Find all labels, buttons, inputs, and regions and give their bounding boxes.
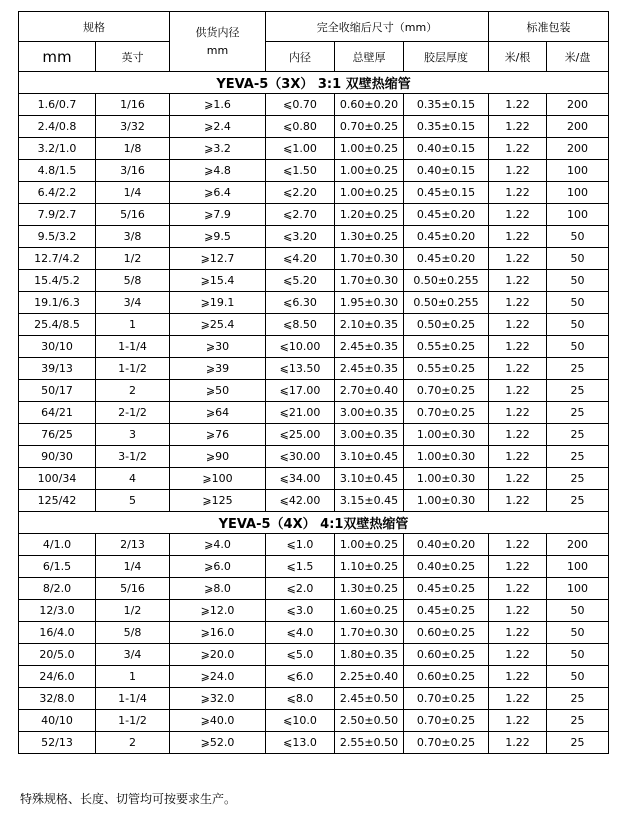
meters-per-reel-cell: 50 xyxy=(547,226,609,248)
size-inch-cell: 3/8 xyxy=(96,226,170,248)
table-row xyxy=(19,666,609,688)
adhesive-thickness-cell: 0.60±0.25 xyxy=(404,666,489,688)
recovered-inner-diameter-cell: ⩽1.50 xyxy=(266,160,335,182)
total-wall-thickness-cell: 0.60±0.20 xyxy=(335,94,404,116)
recovered-inner-diameter-cell: ⩽1.5 xyxy=(266,556,335,578)
adhesive-thickness-cell: 0.45±0.25 xyxy=(404,578,489,600)
total-wall-thickness-cell: 0.70±0.25 xyxy=(335,116,404,138)
size-inch-cell: 5/8 xyxy=(96,622,170,644)
total-wall-thickness-cell: 1.70±0.30 xyxy=(335,622,404,644)
adhesive-thickness-cell: 0.70±0.25 xyxy=(404,710,489,732)
size-mm-cell: 90/30 xyxy=(19,446,96,468)
adhesive-thickness-cell: 0.45±0.20 xyxy=(404,204,489,226)
size-mm-cell: 40/10 xyxy=(19,710,96,732)
meters-per-stick-cell: 1.22 xyxy=(489,622,547,644)
adhesive-thickness-cell: 0.45±0.20 xyxy=(404,248,489,270)
meters-per-reel-cell: 100 xyxy=(547,556,609,578)
size-mm-cell: 64/21 xyxy=(19,402,96,424)
recovered-inner-diameter-cell: ⩽10.0 xyxy=(266,710,335,732)
table-row xyxy=(19,600,609,622)
supply-inner-diameter-cell: ⩾50 xyxy=(170,380,266,402)
meters-per-reel-cell: 50 xyxy=(547,666,609,688)
size-inch-cell: 1/8 xyxy=(96,138,170,160)
meters-per-reel-cell: 25 xyxy=(547,710,609,732)
meters-per-stick-cell: 1.22 xyxy=(489,490,547,512)
size-mm-cell: 2.4/0.8 xyxy=(19,116,96,138)
meters-per-stick-cell: 1.22 xyxy=(489,402,547,424)
size-mm-cell: 25.4/8.5 xyxy=(19,314,96,336)
size-mm-cell: 8/2.0 xyxy=(19,578,96,600)
table-row xyxy=(19,534,609,556)
table-row xyxy=(19,358,609,380)
size-mm-cell: 3.2/1.0 xyxy=(19,138,96,160)
supply-inner-diameter-cell: ⩾7.9 xyxy=(170,204,266,226)
meters-per-stick-cell: 1.22 xyxy=(489,116,547,138)
packing-header: 标准包装 xyxy=(489,12,609,42)
spec-table-body xyxy=(19,72,609,754)
size-inch-cell: 2-1/2 xyxy=(96,402,170,424)
adhesive-thickness-cell: 0.35±0.15 xyxy=(404,94,489,116)
meters-per-stick-cell: 1.22 xyxy=(489,336,547,358)
meters-per-stick-cell: 1.22 xyxy=(489,424,547,446)
adhesive-thickness-cell: 0.50±0.255 xyxy=(404,270,489,292)
table-row xyxy=(19,644,609,666)
recovered-inner-diameter-cell: ⩽5.20 xyxy=(266,270,335,292)
meters-per-reel-cell: 50 xyxy=(547,314,609,336)
total-wall-thickness-cell: 1.00±0.25 xyxy=(335,160,404,182)
total-wall-thickness-cell: 2.55±0.50 xyxy=(335,732,404,754)
total-wall-thickness-cell: 3.15±0.45 xyxy=(335,490,404,512)
meters-per-stick-cell: 1.22 xyxy=(489,710,547,732)
total-wall-thickness-cell: 3.00±0.35 xyxy=(335,402,404,424)
section-title-row xyxy=(19,512,609,534)
total-wall-thickness-cell: 1.70±0.30 xyxy=(335,270,404,292)
spec-header: 规格 xyxy=(19,12,170,42)
size-mm-cell: 19.1/6.3 xyxy=(19,292,96,314)
mm-header: mm xyxy=(19,42,96,72)
meters-per-stick-cell: 1.22 xyxy=(489,182,547,204)
meters-per-reel-cell: 25 xyxy=(547,468,609,490)
adhesive-thickness-cell: 1.00±0.30 xyxy=(404,424,489,446)
supply-inner-diameter-cell: ⩾3.2 xyxy=(170,138,266,160)
size-mm-cell: 12/3.0 xyxy=(19,600,96,622)
adhesive-thickness-cell: 0.70±0.25 xyxy=(404,402,489,424)
size-inch-cell: 3/32 xyxy=(96,116,170,138)
recovered-inner-diameter-cell: ⩽3.20 xyxy=(266,226,335,248)
meters-per-reel-cell: 25 xyxy=(547,358,609,380)
recovered-inner-diameter-cell: ⩽8.0 xyxy=(266,688,335,710)
size-inch-cell: 1 xyxy=(96,314,170,336)
meters-per-stick-cell: 1.22 xyxy=(489,292,547,314)
table-row xyxy=(19,336,609,358)
table-row xyxy=(19,402,609,424)
table-row xyxy=(19,490,609,512)
table-row xyxy=(19,314,609,336)
total-wall-thickness-cell: 2.45±0.35 xyxy=(335,336,404,358)
table-row xyxy=(19,270,609,292)
recovered-inner-diameter-cell: ⩽6.0 xyxy=(266,666,335,688)
supply-inner-diameter-cell: ⩾4.8 xyxy=(170,160,266,182)
total-wall-thickness-cell: 2.45±0.35 xyxy=(335,358,404,380)
meters-per-reel-cell: 200 xyxy=(547,534,609,556)
size-mm-cell: 6/1.5 xyxy=(19,556,96,578)
recovered-inner-diameter-cell: ⩽42.00 xyxy=(266,490,335,512)
supply-inner-diameter-cell: ⩾12.0 xyxy=(170,600,266,622)
total-wall-thickness-cell: 1.30±0.25 xyxy=(335,578,404,600)
adhesive-thickness-cell: 0.45±0.20 xyxy=(404,226,489,248)
size-inch-cell: 3 xyxy=(96,424,170,446)
supply-inner-diameter-cell: ⩾8.0 xyxy=(170,578,266,600)
table-row xyxy=(19,160,609,182)
meters-per-reel-cell: 25 xyxy=(547,446,609,468)
total-wall-header: 总壁厚 xyxy=(335,42,404,72)
size-inch-cell: 5 xyxy=(96,490,170,512)
recovered-inner-diameter-cell: ⩽13.50 xyxy=(266,358,335,380)
adhesive-thickness-cell: 0.40±0.15 xyxy=(404,138,489,160)
size-inch-cell: 1/16 xyxy=(96,94,170,116)
supply-inner-diameter-cell: ⩾30 xyxy=(170,336,266,358)
meters-per-reel-header: 米/盘 xyxy=(547,42,609,72)
total-wall-thickness-cell: 1.30±0.25 xyxy=(335,226,404,248)
size-inch-cell: 2 xyxy=(96,732,170,754)
meters-per-stick-cell: 1.22 xyxy=(489,666,547,688)
meters-per-stick-cell: 1.22 xyxy=(489,138,547,160)
meters-per-stick-cell: 1.22 xyxy=(489,688,547,710)
size-mm-cell: 30/10 xyxy=(19,336,96,358)
supply-inner-diameter-cell: ⩾52.0 xyxy=(170,732,266,754)
adhesive-thickness-cell: 1.00±0.30 xyxy=(404,490,489,512)
recovered-inner-diameter-cell: ⩽6.30 xyxy=(266,292,335,314)
supply-inner-diameter-cell: ⩾19.1 xyxy=(170,292,266,314)
size-inch-cell: 3/16 xyxy=(96,160,170,182)
total-wall-thickness-cell: 2.25±0.40 xyxy=(335,666,404,688)
supply-inner-diameter-cell: ⩾2.4 xyxy=(170,116,266,138)
meters-per-stick-cell: 1.22 xyxy=(489,204,547,226)
total-wall-thickness-cell: 1.80±0.35 xyxy=(335,644,404,666)
adhesive-thickness-cell: 0.70±0.25 xyxy=(404,732,489,754)
spec-table xyxy=(18,11,609,754)
size-mm-cell: 9.5/3.2 xyxy=(19,226,96,248)
meters-per-reel-cell: 50 xyxy=(547,600,609,622)
size-inch-cell: 3/4 xyxy=(96,644,170,666)
size-mm-cell: 50/17 xyxy=(19,380,96,402)
adhesive-thickness-cell: 0.40±0.25 xyxy=(404,556,489,578)
table-row xyxy=(19,688,609,710)
supply-inner-diameter-cell: ⩾39 xyxy=(170,358,266,380)
supply-inner-diameter-cell: ⩾76 xyxy=(170,424,266,446)
adhesive-thickness-cell: 0.50±0.25 xyxy=(404,314,489,336)
total-wall-thickness-cell: 2.50±0.50 xyxy=(335,710,404,732)
size-inch-cell: 1-1/4 xyxy=(96,336,170,358)
supply-inner-diameter-cell: ⩾12.7 xyxy=(170,248,266,270)
meters-per-stick-cell: 1.22 xyxy=(489,534,547,556)
recovered-inner-diameter-cell: ⩽0.80 xyxy=(266,116,335,138)
table-row xyxy=(19,248,609,270)
meters-per-stick-cell: 1.22 xyxy=(489,270,547,292)
meters-per-stick-cell: 1.22 xyxy=(489,314,547,336)
supply-inner-diameter-cell: ⩾20.0 xyxy=(170,644,266,666)
meters-per-reel-cell: 50 xyxy=(547,644,609,666)
supply-inner-diameter-cell: ⩾15.4 xyxy=(170,270,266,292)
total-wall-thickness-cell: 1.70±0.30 xyxy=(335,248,404,270)
recovered-inner-diameter-cell: ⩽4.20 xyxy=(266,248,335,270)
recovered-inner-diameter-cell: ⩽21.00 xyxy=(266,402,335,424)
total-wall-thickness-cell: 1.20±0.25 xyxy=(335,204,404,226)
table-row xyxy=(19,556,609,578)
recovered-inner-diameter-cell: ⩽4.0 xyxy=(266,622,335,644)
meters-per-reel-cell: 200 xyxy=(547,116,609,138)
adhesive-thickness-header: 胶层厚度 xyxy=(404,42,489,72)
size-mm-cell: 20/5.0 xyxy=(19,644,96,666)
size-mm-cell: 12.7/4.2 xyxy=(19,248,96,270)
table-row xyxy=(19,204,609,226)
recovered-inner-diameter-cell: ⩽1.0 xyxy=(266,534,335,556)
adhesive-thickness-cell: 0.35±0.15 xyxy=(404,116,489,138)
meters-per-reel-cell: 25 xyxy=(547,688,609,710)
meters-per-reel-cell: 25 xyxy=(547,732,609,754)
adhesive-thickness-cell: 0.50±0.255 xyxy=(404,292,489,314)
recovered-inner-diameter-cell: ⩽30.00 xyxy=(266,446,335,468)
recovered-inner-diameter-cell: ⩽2.70 xyxy=(266,204,335,226)
total-wall-thickness-cell: 1.95±0.30 xyxy=(335,292,404,314)
size-mm-cell: 125/42 xyxy=(19,490,96,512)
meters-per-stick-cell: 1.22 xyxy=(489,248,547,270)
meters-per-stick-cell: 1.22 xyxy=(489,468,547,490)
meters-per-reel-cell: 25 xyxy=(547,490,609,512)
table-row xyxy=(19,380,609,402)
adhesive-thickness-cell: 0.55±0.25 xyxy=(404,358,489,380)
adhesive-thickness-cell: 1.00±0.30 xyxy=(404,446,489,468)
table-row xyxy=(19,182,609,204)
meters-per-reel-cell: 50 xyxy=(547,622,609,644)
size-inch-cell: 1/2 xyxy=(96,600,170,622)
size-inch-cell: 2 xyxy=(96,380,170,402)
table-row xyxy=(19,446,609,468)
footnote: 特殊规格、长度、切管均可按要求生产。 xyxy=(20,792,237,806)
supply-id-header xyxy=(170,12,266,72)
adhesive-thickness-cell: 0.60±0.25 xyxy=(404,644,489,666)
table-row xyxy=(19,732,609,754)
table-row xyxy=(19,468,609,490)
size-inch-cell: 1/2 xyxy=(96,248,170,270)
meters-per-reel-cell: 50 xyxy=(547,270,609,292)
total-wall-thickness-cell: 2.70±0.40 xyxy=(335,380,404,402)
adhesive-thickness-cell: 1.00±0.30 xyxy=(404,468,489,490)
table-row xyxy=(19,424,609,446)
size-mm-cell: 15.4/5.2 xyxy=(19,270,96,292)
meters-per-reel-cell: 100 xyxy=(547,204,609,226)
table-row xyxy=(19,94,609,116)
supply-inner-diameter-cell: ⩾64 xyxy=(170,402,266,424)
meters-per-stick-cell: 1.22 xyxy=(489,578,547,600)
size-inch-cell: 2/13 xyxy=(96,534,170,556)
size-inch-cell: 1-1/4 xyxy=(96,688,170,710)
size-inch-cell: 1-1/2 xyxy=(96,710,170,732)
adhesive-thickness-cell: 0.70±0.25 xyxy=(404,688,489,710)
size-inch-cell: 1/4 xyxy=(96,556,170,578)
supply-inner-diameter-cell: ⩾4.0 xyxy=(170,534,266,556)
table-row xyxy=(19,578,609,600)
meters-per-reel-cell: 25 xyxy=(547,380,609,402)
supply-id-header-line2: mm xyxy=(206,43,229,57)
meters-per-reel-cell: 25 xyxy=(547,402,609,424)
table-row xyxy=(19,710,609,732)
adhesive-thickness-cell: 0.40±0.15 xyxy=(404,160,489,182)
supply-inner-diameter-cell: ⩾40.0 xyxy=(170,710,266,732)
table-row xyxy=(19,292,609,314)
table-row xyxy=(19,116,609,138)
size-mm-cell: 4/1.0 xyxy=(19,534,96,556)
supply-inner-diameter-cell: ⩾25.4 xyxy=(170,314,266,336)
section-title-row xyxy=(19,72,609,94)
table-row xyxy=(19,622,609,644)
recovered-inner-diameter-cell: ⩽10.00 xyxy=(266,336,335,358)
recovered-inner-diameter-cell: ⩽0.70 xyxy=(266,94,335,116)
meters-per-reel-cell: 50 xyxy=(547,248,609,270)
size-mm-cell: 6.4/2.2 xyxy=(19,182,96,204)
meters-per-stick-cell: 1.22 xyxy=(489,160,547,182)
total-wall-thickness-cell: 3.00±0.35 xyxy=(335,424,404,446)
supply-inner-diameter-cell: ⩾24.0 xyxy=(170,666,266,688)
supply-inner-diameter-cell: ⩾6.4 xyxy=(170,182,266,204)
inch-header: 英寸 xyxy=(96,42,170,72)
total-wall-thickness-cell: 2.45±0.50 xyxy=(335,688,404,710)
size-mm-cell: 1.6/0.7 xyxy=(19,94,96,116)
total-wall-thickness-cell: 1.00±0.25 xyxy=(335,138,404,160)
meters-per-stick-cell: 1.22 xyxy=(489,556,547,578)
total-wall-thickness-cell: 1.10±0.25 xyxy=(335,556,404,578)
size-mm-cell: 7.9/2.7 xyxy=(19,204,96,226)
size-inch-cell: 5/16 xyxy=(96,204,170,226)
meters-per-stick-header: 米/根 xyxy=(489,42,547,72)
size-mm-cell: 76/25 xyxy=(19,424,96,446)
recovered-dimensions-header: 完全收缩后尺寸（mm） xyxy=(266,12,489,42)
size-inch-cell: 4 xyxy=(96,468,170,490)
recovered-inner-diameter-cell: ⩽2.0 xyxy=(266,578,335,600)
meters-per-reel-cell: 50 xyxy=(547,336,609,358)
supply-id-header-line1: 供货内径 xyxy=(195,25,240,39)
size-mm-cell: 24/6.0 xyxy=(19,666,96,688)
size-mm-cell: 16/4.0 xyxy=(19,622,96,644)
recovered-inner-diameter-cell: ⩽25.00 xyxy=(266,424,335,446)
size-mm-cell: 100/34 xyxy=(19,468,96,490)
inner-diameter-header: 内径 xyxy=(266,42,335,72)
recovered-inner-diameter-cell: ⩽5.0 xyxy=(266,644,335,666)
table-row xyxy=(19,138,609,160)
total-wall-thickness-cell: 3.10±0.45 xyxy=(335,446,404,468)
size-inch-cell: 1-1/2 xyxy=(96,358,170,380)
size-mm-cell: 32/8.0 xyxy=(19,688,96,710)
meters-per-stick-cell: 1.22 xyxy=(489,644,547,666)
supply-inner-diameter-cell: ⩾90 xyxy=(170,446,266,468)
size-inch-cell: 3/4 xyxy=(96,292,170,314)
supply-inner-diameter-cell: ⩾32.0 xyxy=(170,688,266,710)
size-inch-cell: 5/8 xyxy=(96,270,170,292)
meters-per-reel-cell: 200 xyxy=(547,138,609,160)
adhesive-thickness-cell: 0.55±0.25 xyxy=(404,336,489,358)
section-title: YEVA-5（4X） 4:1双壁热缩管 xyxy=(19,512,609,534)
table-row xyxy=(19,226,609,248)
adhesive-thickness-cell: 0.45±0.15 xyxy=(404,182,489,204)
total-wall-thickness-cell: 1.00±0.25 xyxy=(335,534,404,556)
size-inch-cell: 3-1/2 xyxy=(96,446,170,468)
meters-per-reel-cell: 25 xyxy=(547,424,609,446)
supply-inner-diameter-cell: ⩾6.0 xyxy=(170,556,266,578)
meters-per-stick-cell: 1.22 xyxy=(489,600,547,622)
supply-inner-diameter-cell: ⩾125 xyxy=(170,490,266,512)
adhesive-thickness-cell: 0.60±0.25 xyxy=(404,622,489,644)
total-wall-thickness-cell: 3.10±0.45 xyxy=(335,468,404,490)
total-wall-thickness-cell: 2.10±0.35 xyxy=(335,314,404,336)
adhesive-thickness-cell: 0.45±0.25 xyxy=(404,600,489,622)
recovered-inner-diameter-cell: ⩽2.20 xyxy=(266,182,335,204)
meters-per-stick-cell: 1.22 xyxy=(489,732,547,754)
total-wall-thickness-cell: 1.00±0.25 xyxy=(335,182,404,204)
supply-inner-diameter-cell: ⩾100 xyxy=(170,468,266,490)
meters-per-reel-cell: 200 xyxy=(547,94,609,116)
size-mm-cell: 52/13 xyxy=(19,732,96,754)
recovered-inner-diameter-cell: ⩽34.00 xyxy=(266,468,335,490)
meters-per-stick-cell: 1.22 xyxy=(489,226,547,248)
recovered-inner-diameter-cell: ⩽8.50 xyxy=(266,314,335,336)
size-mm-cell: 4.8/1.5 xyxy=(19,160,96,182)
recovered-inner-diameter-cell: ⩽13.0 xyxy=(266,732,335,754)
size-inch-cell: 1/4 xyxy=(96,182,170,204)
meters-per-stick-cell: 1.22 xyxy=(489,94,547,116)
recovered-inner-diameter-cell: ⩽17.00 xyxy=(266,380,335,402)
size-inch-cell: 1 xyxy=(96,666,170,688)
total-wall-thickness-cell: 1.60±0.25 xyxy=(335,600,404,622)
meters-per-reel-cell: 50 xyxy=(547,292,609,314)
meters-per-stick-cell: 1.22 xyxy=(489,446,547,468)
section-title: YEVA-5（3X） 3:1 双壁热缩管 xyxy=(19,72,609,94)
recovered-inner-diameter-cell: ⩽3.0 xyxy=(266,600,335,622)
size-inch-cell: 5/16 xyxy=(96,578,170,600)
meters-per-stick-cell: 1.22 xyxy=(489,380,547,402)
adhesive-thickness-cell: 0.70±0.25 xyxy=(404,380,489,402)
supply-inner-diameter-cell: ⩾9.5 xyxy=(170,226,266,248)
supply-inner-diameter-cell: ⩾1.6 xyxy=(170,94,266,116)
adhesive-thickness-cell: 0.40±0.20 xyxy=(404,534,489,556)
meters-per-stick-cell: 1.22 xyxy=(489,358,547,380)
meters-per-reel-cell: 100 xyxy=(547,182,609,204)
supply-inner-diameter-cell: ⩾16.0 xyxy=(170,622,266,644)
recovered-inner-diameter-cell: ⩽1.00 xyxy=(266,138,335,160)
meters-per-reel-cell: 100 xyxy=(547,160,609,182)
meters-per-reel-cell: 100 xyxy=(547,578,609,600)
size-mm-cell: 39/13 xyxy=(19,358,96,380)
